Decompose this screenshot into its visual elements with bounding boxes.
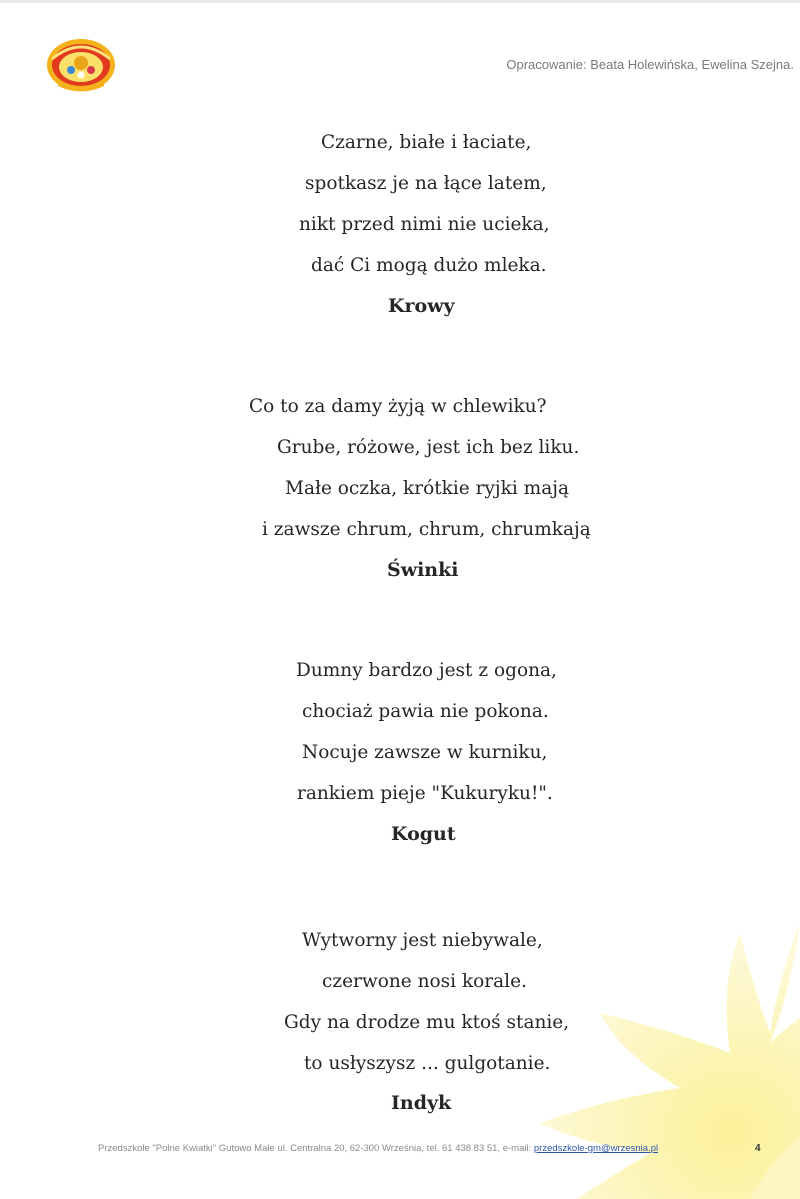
- riddle-line: Dumny bardzo jest z ogona,: [296, 660, 557, 681]
- riddle-line: nikt przed nimi nie ucieka,: [299, 214, 550, 235]
- riddle-answer: Krowy: [388, 295, 455, 317]
- riddle-line: Grube, różowe, jest ich bez liku.: [277, 437, 580, 458]
- riddle-line: spotkasz je na łące latem,: [305, 173, 547, 194]
- riddle-answer: Kogut: [391, 823, 456, 845]
- riddle-line: Wytworny jest niebywale,: [302, 930, 543, 951]
- riddle-answer: Indyk: [391, 1092, 452, 1114]
- riddle-line: dać Ci mogą dużo mleka.: [311, 255, 547, 276]
- riddle-line: Małe oczka, krótkie ryjki mają: [285, 478, 570, 499]
- page-number: 4: [755, 1143, 761, 1154]
- kindergarten-logo-icon: [44, 37, 118, 93]
- riddle-line: chociaż pawia nie pokona.: [302, 701, 549, 722]
- riddle-line: Gdy na drodze mu ktoś stanie,: [284, 1012, 570, 1033]
- riddle-line: czerwone nosi korale.: [322, 971, 527, 992]
- footer-address-text: Przedszkole "Polne Kwiatki" Gutowo Małe ul. Centralna 20, 62-300 Września, tel. 61 438 83 51, e-mail:: [98, 1143, 534, 1154]
- riddle-line: rankiem pieje "Kukuryku!".: [297, 783, 553, 804]
- riddle-answer: Świnki: [387, 559, 459, 581]
- author-credit: Opracowanie: Beata Holewińska, Ewelina Szejna.: [506, 57, 794, 72]
- riddle-line: to usłyszysz ... gulgotanie.: [304, 1053, 551, 1074]
- riddle-line: Czarne, białe i łaciate,: [321, 132, 532, 153]
- footer-address: [98, 1143, 658, 1154]
- document-page: [0, 3, 800, 1199]
- riddle-line: Nocuje zawsze w kurniku,: [302, 742, 548, 763]
- email-link[interactable]: przedszkole-gm@wrzesnia.pl: [533, 1143, 659, 1154]
- riddle-line: i zawsze chrum, chrum, chrumkają: [262, 519, 591, 540]
- riddle-line: Co to za damy żyją w chlewiku?: [249, 396, 547, 417]
